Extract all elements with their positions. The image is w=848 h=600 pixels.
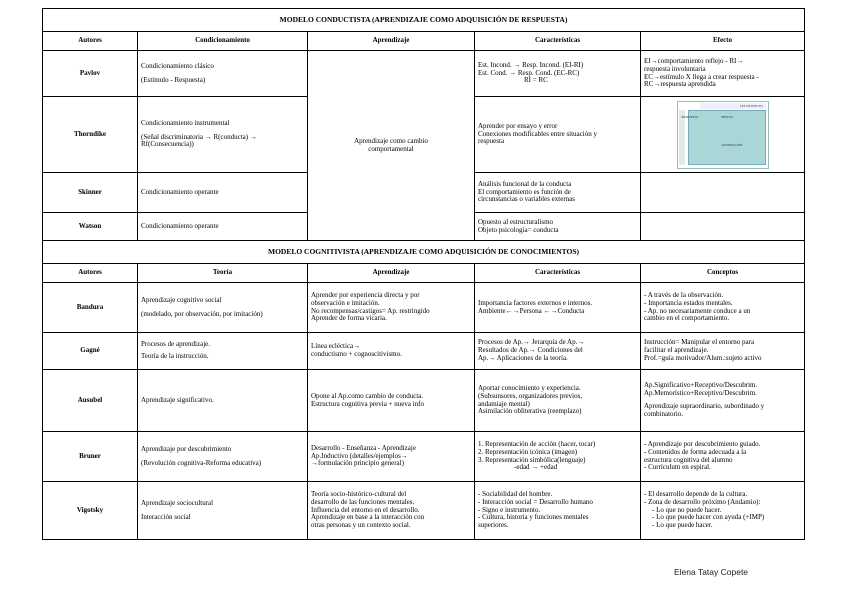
author-ausubel: Ausubel (43, 370, 138, 432)
header-autores: Autores (43, 32, 138, 51)
header-efecto: Efecto (641, 32, 805, 51)
bruner-aprendizaje: Desarrollo - Enseñanza - Aprendizaje Ap.Inductivo (detalles/ejemplos→ →formulación principio general) (308, 432, 475, 482)
cognitivista-title: MODELO COGNITIVISTA (APRENDIZAJE COMO ADQUISICIÓN DE CONOCIMIENTOS) (43, 241, 805, 264)
bruner-conceptos: - Aprendizaje por descubrimiento guiado. - Contenidos de forma adecuada a la estructura cognitiva del alumno - Currículum en espiral. (641, 432, 805, 482)
author-pavlov: Pavlov (43, 51, 138, 97)
watson-efecto (641, 213, 805, 241)
header-caracteristicas-2: Características (475, 264, 641, 283)
bandura-conceptos: - A través de la observación. - Importancia estados mentales. - Ap. no necesariamente conduce a un cambio en el comportamiento. (641, 283, 805, 333)
vigotsky-teoria: Aprendizaje sociocultural Interacción social (138, 482, 308, 540)
bandura-caracteristicas: Importancia factores externos e internos. Ambiente←→Persona ←→Conducta (475, 283, 641, 333)
conductista-aprendizaje: Aprendizaje como cambio comportamental (308, 51, 475, 241)
gagne-conceptos: Instrucción= Manipular el entorno para facilitar el aprendizaje. Prof.=guía motivador/Alum.:sujeto activo (641, 333, 805, 370)
thorndike-efecto (641, 97, 805, 173)
pavlov-caracteristicas: Est. Incond. → Resp. Incond. (EI-RI) Est. Cond. → Resp. Cond. (EC-RC) RI = RC (475, 51, 641, 97)
thorndike-caracteristicas: Aprender por ensayo y error Conexiones modificables entre situación y respuesta (475, 97, 641, 173)
author-gagne: Gagné (43, 333, 138, 370)
author-thorndike: Thorndike (43, 97, 138, 173)
gagne-teoria: Procesos de aprendizaje. Teoría de la instrucción. (138, 333, 308, 370)
header-aprendizaje: Aprendizaje (308, 32, 475, 51)
gagne-aprendizaje: Línea ecléctica→ conductismo + cognoscitivismo. (308, 333, 475, 370)
learning-models-table (42, 8, 805, 540)
bandura-teoria: Aprendizaje cognitivo social (modelado, por observación, por imitación) (138, 283, 308, 333)
header-condicionamiento: Condicionamiento (138, 32, 308, 51)
watson-caracteristicas: Opuesto al estructuralismo Objeto psicología= conducta (475, 213, 641, 241)
table-row-pavlov (43, 51, 805, 97)
ausubel-conceptos: Ap.Significativo+Receptivo/Descubrim. Ap.Memorístico+Receptivo/Descubrim. Aprendizaje supraordinario, subordinado y combinatorio. (641, 370, 805, 432)
gagne-caracteristicas: Procesos de Ap.→ Jerarquía de Ap.→ Resultados de Ap.→ Condiciones del Ap.→ Aplicaciones de la teoría. (475, 333, 641, 370)
law-of-effect-diagram: LEY DE EFECTO RESPUESTA EFECTO SATISFACCIÓN (677, 101, 769, 169)
author-bruner: Bruner (43, 432, 138, 482)
skinner-caracteristicas: Análisis funcional de la conducta El comportamiento es función de circunstancias o variables externas (475, 173, 641, 213)
bruner-teoria: Aprendizaje por descubrimiento (Revolución cognitiva-Reforma educativa) (138, 432, 308, 482)
header-caracteristicas: Características (475, 32, 641, 51)
thorndike-condicionamiento: Condicionamiento instrumental (Señal discriminatoria → R(conducta) → Rf(Consecuencia)) (138, 97, 308, 173)
author-vigotsky: Vigotsky (43, 482, 138, 540)
author-footer: Elena Tatay Copete (674, 567, 749, 577)
skinner-condicionamiento: Condicionamiento operante (138, 173, 308, 213)
watson-condicionamiento: Condicionamiento operante (138, 213, 308, 241)
ausubel-aprendizaje: Opone al Ap.como cambio de conducta. Estructura cognitiva previa + nueva info (308, 370, 475, 432)
skinner-efecto (641, 173, 805, 213)
vigotsky-aprendizaje: Teoría socio-histórico-cultural del desarrollo de las funciones mentales. Influencia del entorno en el desarrollo. Aprendizaje en base a la interacción con otras personas y un contexto social. (308, 482, 475, 540)
conductista-title: MODELO CONDUCTISTA (APRENDIZAJE COMO ADQUISICIÓN DE RESPUESTA) (43, 9, 805, 32)
pavlov-condicionamiento: Condicionamiento clásico (Estímulo - Respuesta) (138, 51, 308, 97)
table-row-bandura (43, 283, 805, 333)
table-row-bruner (43, 432, 805, 482)
vigotsky-conceptos: - El desarrollo depende de la cultura. - Zona de desarrollo próximo (Andamio): - Lo que no puede hacer. - Lo que puede hacer con ayuda (+IMP) - Lo que puede hacer. (641, 482, 805, 540)
ausubel-teoria: Aprendizaje significativo. (138, 370, 308, 432)
author-skinner: Skinner (43, 173, 138, 213)
header-aprendizaje-2: Aprendizaje (308, 264, 475, 283)
table-row-ausubel (43, 370, 805, 432)
bruner-caracteristicas: 1. Representación de acción (hacer, tocar) 2. Representación icónica (imagen) 3. Representación simbólica(lenguaje) -edad → +edad (475, 432, 641, 482)
author-bandura: Bandura (43, 283, 138, 333)
table-row-gagne (43, 333, 805, 370)
header-teoria: Teoría (138, 264, 308, 283)
vigotsky-caracteristicas: - Sociabilidad del hombre. - Interacción social = Desarrollo humano - Signo e instrumento. - Cultura, historia y funciones mentales superiores. (475, 482, 641, 540)
pavlov-efecto: EI→comportamiento reflejo - RI→ respuesta involuntaria EC→estímulo X llega a crear respuesta - RC→respuesta aprendida (641, 51, 805, 97)
bandura-aprendizaje: Aprender por experiencia directa y por observación e imitación. No recompensas/castigos= Ap. restringido Aprender de forma vicaria. (308, 283, 475, 333)
table-row-vigotsky (43, 482, 805, 540)
author-watson: Watson (43, 213, 138, 241)
header-conceptos: Conceptos (641, 264, 805, 283)
header-autores-2: Autores (43, 264, 138, 283)
ausubel-caracteristicas: Aportar conocimiento y experiencia. (Subsunsores, organizadores previos, andamiaje mental) Asimilación obliterativa (reemplazo) (475, 370, 641, 432)
